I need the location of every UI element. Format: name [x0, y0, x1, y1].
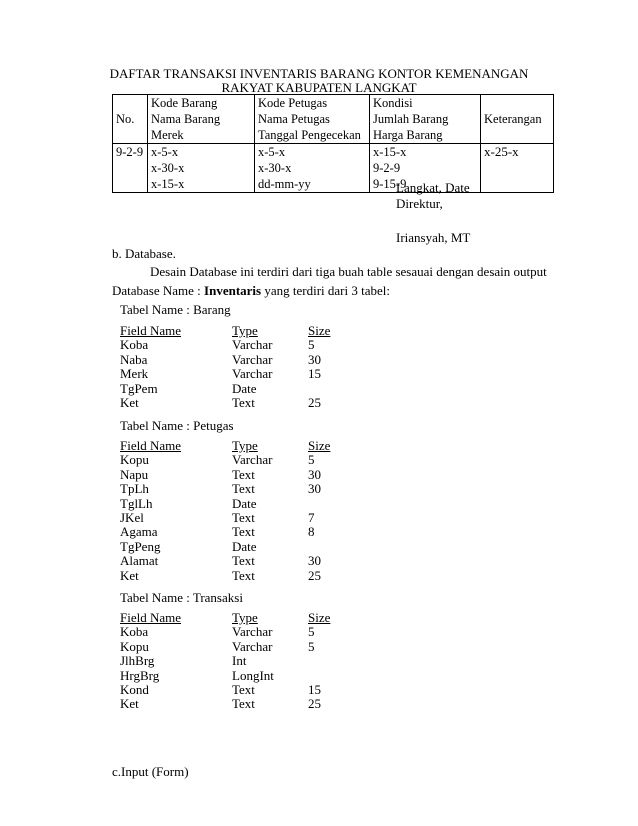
field-type: Date [232, 538, 257, 554]
header-kondisi-label: Kondisi [373, 96, 413, 110]
field-type: Text [232, 696, 255, 712]
signature-place-date: Langkat, Date [396, 180, 470, 195]
field-type: Varchar [232, 624, 273, 640]
table-row [113, 144, 554, 193]
field-size: 25 [308, 394, 321, 410]
inventory-transaction-table [112, 94, 554, 193]
field-type: Int [232, 653, 247, 669]
table-row [120, 654, 348, 668]
database-name-prefix: Database Name : [112, 283, 205, 298]
field-size: 15 [308, 366, 321, 382]
size-header: Size [308, 323, 331, 338]
field-header-row [120, 324, 348, 338]
field-type: Varchar [232, 366, 273, 382]
field-name: Ket [120, 696, 139, 712]
table-row [120, 338, 348, 352]
header-kode-petugas: Kode Petugas [258, 96, 328, 110]
field-size: 5 [308, 624, 315, 640]
field-name: JlhBrg [120, 653, 155, 669]
table-row [120, 554, 348, 568]
field-rows [120, 625, 348, 711]
document-title-line2: RAKYAT KABUPATEN LANGKAT [221, 80, 417, 95]
cell-nama-barang: x-30-x [151, 161, 185, 175]
field-rows [120, 338, 348, 410]
header-harga-barang: Harga Barang [373, 128, 443, 142]
field-name-header: Field Name [120, 438, 182, 453]
field-type: Date [232, 380, 257, 396]
field-table-barang [120, 324, 348, 410]
field-type: Varchar [232, 452, 273, 468]
field-size [308, 382, 348, 396]
table-row [120, 697, 348, 711]
field-type: Text [232, 567, 255, 583]
field-name-header: Field Name [120, 610, 182, 625]
cell-no: 9-2-9 [113, 144, 148, 193]
field-name: Merk [120, 366, 149, 382]
cell-kondisi-value: x-15-x [373, 145, 407, 159]
field-size [308, 669, 348, 683]
cell-petugas [255, 144, 370, 193]
field-name: Koba [120, 337, 149, 353]
field-type: Text [232, 509, 255, 525]
field-size: 30 [308, 466, 321, 482]
field-name: Kopu [120, 638, 149, 654]
table-row [120, 497, 348, 511]
field-type: Text [232, 394, 255, 410]
field-type: Varchar [232, 351, 273, 367]
field-name: Napu [120, 466, 149, 482]
cell-merek: x-15-x [151, 177, 185, 191]
cell-barang [148, 144, 255, 193]
field-size: 30 [308, 351, 321, 367]
field-table-petugas [120, 439, 348, 583]
size-header: Size [308, 438, 331, 453]
type-header: Type [232, 323, 258, 338]
table-row [120, 396, 348, 410]
field-type: Text [232, 466, 255, 482]
field-name: Kond [120, 681, 149, 697]
database-name: Inventaris [204, 283, 262, 298]
table-row [120, 625, 348, 639]
section-b-intro: Desain Database ini terdiri dari tiga buah table sesauai dengan desain output [150, 264, 547, 279]
header-merek: Merek [151, 128, 184, 142]
field-size [308, 540, 348, 554]
type-header: Type [232, 438, 258, 453]
field-name: Koba [120, 624, 149, 640]
header-no: No. [113, 95, 148, 144]
field-name: HrgBrg [120, 667, 160, 683]
header-keterangan: Keterangan [481, 95, 554, 144]
signature-role: Direktur, [396, 196, 443, 211]
table-row [120, 683, 348, 697]
document-title-line1: DAFTAR TRANSAKSI INVENTARIS BARANG KONTOR KEMENANGAN [109, 66, 529, 81]
header-petugas [255, 95, 370, 144]
header-kondisi [370, 95, 481, 144]
table-row [120, 540, 348, 554]
field-name: TpLh [120, 481, 149, 497]
field-size: 25 [308, 567, 321, 583]
size-header: Size [308, 610, 331, 625]
cell-jumlah: 9-2-9 [373, 161, 401, 175]
database-name-suffix: yang terdiri dari 3 tabel: [261, 283, 390, 298]
header-tanggal-pengecekan: Tanggal Pengecekan [258, 128, 361, 142]
table-row [120, 669, 348, 683]
field-name: Kopu [120, 452, 149, 468]
table-header-row [113, 95, 554, 144]
field-size: 30 [308, 553, 321, 569]
field-size: 5 [308, 337, 315, 353]
field-size [308, 654, 348, 668]
field-header-row [120, 439, 348, 453]
table-row [120, 453, 348, 467]
field-size [308, 497, 348, 511]
header-nama-petugas: Nama Petugas [258, 112, 330, 126]
field-type: Text [232, 681, 255, 697]
header-jumlah-barang: Jumlah Barang [373, 112, 449, 126]
field-header-row [120, 611, 348, 625]
field-name: Ket [120, 394, 139, 410]
field-name: Naba [120, 351, 148, 367]
database-name-line [112, 283, 390, 299]
cell-kode-petugas: x-5-x [258, 145, 286, 159]
field-name: Ket [120, 567, 139, 583]
table-row [120, 367, 348, 381]
cell-kode-barang: x-5-x [151, 145, 179, 159]
field-size: 30 [308, 481, 321, 497]
header-barang [148, 95, 255, 144]
field-size: 8 [308, 524, 315, 540]
field-type: Date [232, 495, 257, 511]
field-name: Agama [120, 524, 158, 540]
field-name: TglLh [120, 495, 153, 511]
table-row [120, 569, 348, 583]
field-type: LongInt [232, 667, 274, 683]
table-row [120, 511, 348, 525]
cell-tanggal: dd-mm-yy [258, 177, 311, 191]
table-row [120, 468, 348, 482]
field-type: Text [232, 481, 255, 497]
field-type: Text [232, 524, 255, 540]
field-table-transaksi [120, 611, 348, 712]
field-name-header: Field Name [120, 323, 182, 338]
table-row [120, 525, 348, 539]
section-b-heading: b. Database. [112, 246, 176, 261]
table-row [120, 382, 348, 396]
table-label-barang: Tabel Name : Barang [120, 302, 231, 317]
type-header: Type [232, 610, 258, 625]
table-row [120, 482, 348, 496]
field-size: 15 [308, 681, 321, 697]
cell-keterangan: x-25-x [481, 144, 554, 193]
field-type: Varchar [232, 638, 273, 654]
field-name: Alamat [120, 553, 159, 569]
header-kode-barang: Kode Barang [151, 96, 218, 110]
field-type: Text [232, 553, 255, 569]
field-name: JKel [120, 509, 144, 525]
signature-name: Iriansyah, MT [396, 230, 471, 245]
field-name: TgPeng [120, 538, 161, 554]
section-c-heading: c.Input (Form) [112, 764, 189, 779]
field-rows [120, 453, 348, 583]
table-row [120, 640, 348, 654]
field-size: 5 [308, 452, 315, 468]
field-name: TgPem [120, 380, 158, 396]
cell-harga: 9-15-9 [373, 177, 407, 191]
field-size: 25 [308, 696, 321, 712]
table-row [120, 353, 348, 367]
cell-nama-petugas: x-30-x [258, 161, 292, 175]
header-nama-barang: Nama Barang [151, 112, 221, 126]
table-label-transaksi: Tabel Name : Transaksi [120, 590, 243, 605]
table-label-petugas: Tabel Name : Petugas [120, 418, 234, 433]
field-size: 7 [308, 509, 315, 525]
field-size: 5 [308, 638, 315, 654]
field-type: Varchar [232, 337, 273, 353]
